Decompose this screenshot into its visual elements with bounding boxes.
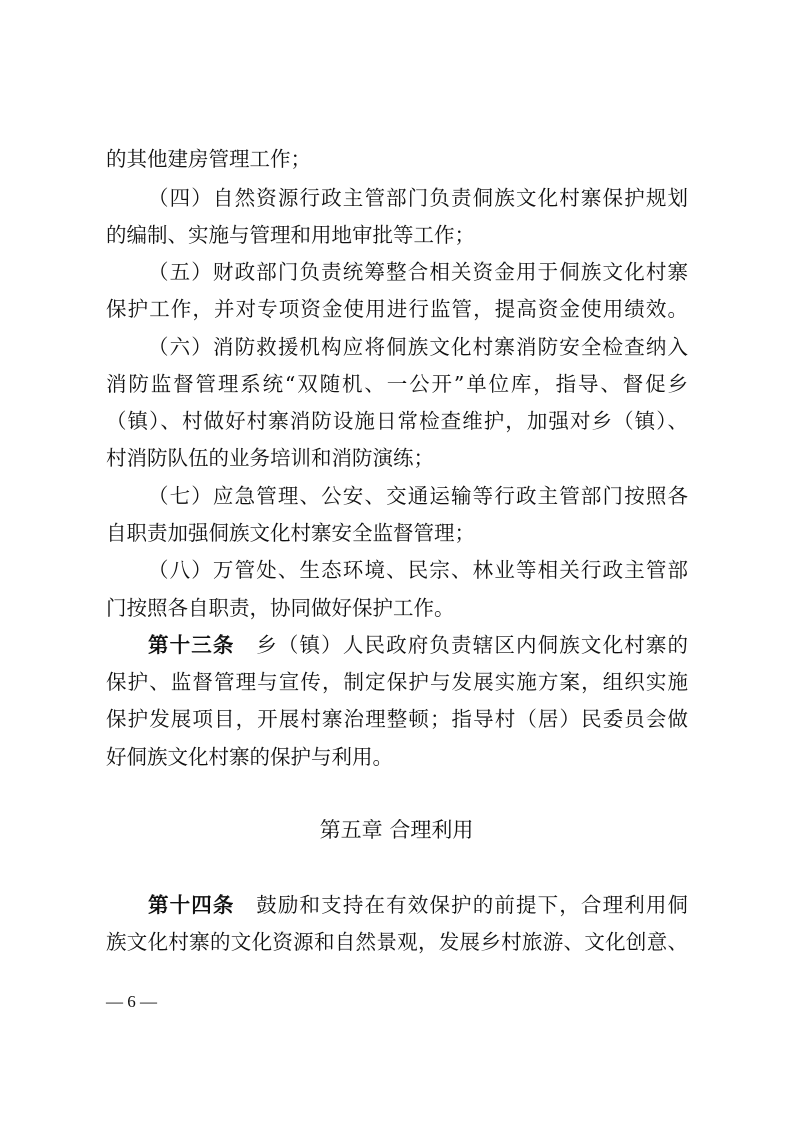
chapter-heading: 第五章 合理利用 xyxy=(319,818,474,842)
paragraph-line: 门按照各自职责，协同做好保护工作。 xyxy=(106,596,455,620)
paragraph-line: 保护工作，并对专项资金使用进行监管，提高资金使用绩效。 xyxy=(106,297,688,321)
paragraph-line: 保护、监督管理与宣传，制定保护与发展实施方案，组织实施 xyxy=(106,670,688,694)
page-number: — 6 — xyxy=(106,992,157,1011)
article-13-label: 第十三条 xyxy=(148,633,235,657)
paragraph-line: 自职责加强侗族文化村寨安全监督管理； xyxy=(106,521,475,545)
paragraph-line: （镇）、村做好村寨消防设施日常检查维护，加强对乡（镇）、 xyxy=(106,409,688,433)
article-14-first-line xyxy=(148,890,688,920)
paragraph-line: 保护发展项目，开展村寨治理整顿；指导村（居）民委员会做 xyxy=(106,707,688,731)
paragraph-line: 的其他建房管理工作； xyxy=(106,147,311,171)
article-13-text: 乡（镇）人民政府负责辖区内侗族文化村寨的 xyxy=(256,633,689,657)
article-13-first-line xyxy=(148,630,688,660)
paragraph-line: 村消防队伍的业务培训和消防演练； xyxy=(106,446,434,470)
paragraph-line: （八）万管处、生态环境、民宗、林业等相关行政主管部 xyxy=(148,558,688,582)
paragraph-line: 族文化村寨的文化资源和自然景观，发展乡村旅游、文化创意、 xyxy=(106,930,688,954)
paragraph-line: （四）自然资源行政主管部门负责侗族文化村寨保护规划 xyxy=(148,186,688,210)
paragraph-line: 好侗族文化村寨的保护与利用。 xyxy=(106,745,393,769)
article-14-text: 鼓励和支持在有效保护的前提下，合理利用侗 xyxy=(256,893,689,917)
paragraph-line: （五）财政部门负责统筹整合相关资金用于侗族文化村寨 xyxy=(148,260,688,284)
paragraph-line: 消防监督管理系统“双随机、一公开”单位库，指导、督促乡 xyxy=(106,372,688,396)
paragraph-line: 的编制、实施与管理和用地审批等工作； xyxy=(106,223,475,247)
paragraph-line: （六）消防救援机构应将侗族文化村寨消防安全检查纳入 xyxy=(148,335,688,359)
paragraph-line: （七）应急管理、公安、交通运输等行政主管部门按照各 xyxy=(148,484,688,508)
article-14-label: 第十四条 xyxy=(148,893,235,917)
